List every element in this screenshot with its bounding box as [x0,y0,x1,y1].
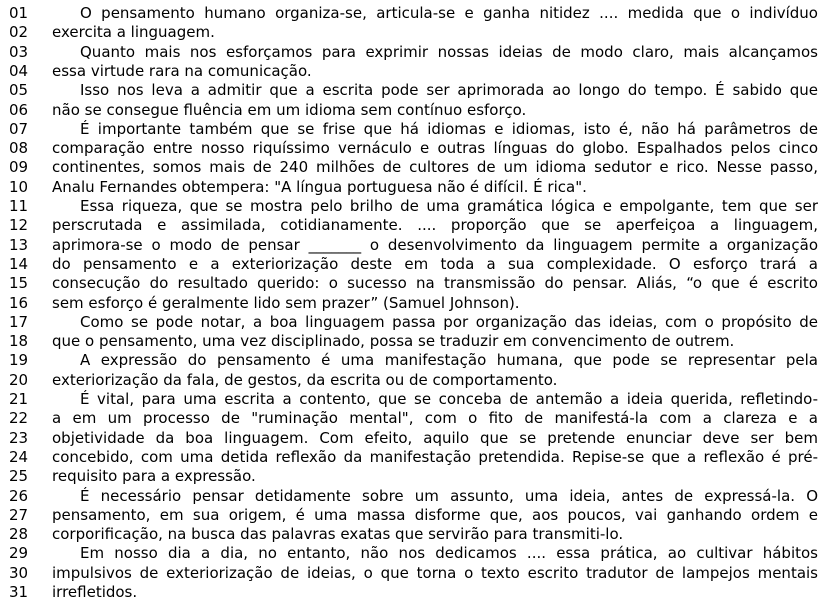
text-line [0,332,832,351]
line-number: 28 [9,525,29,544]
line-number: 13 [9,235,29,254]
line-number: 14 [9,254,29,273]
line-number: 08 [9,139,29,158]
line-number: 01 [9,4,29,22]
text-line [0,583,832,602]
line-number: 04 [9,61,29,80]
line-text: que o pensamento, uma vez disciplinado, possa se traduzir em convencimento de outrem. [52,332,735,351]
line-number: 02 [9,23,29,42]
line-number: 17 [9,312,29,331]
line-text: A expressão do pensamento é uma manifestação humana, que pode se representar pela [80,351,818,370]
line-number: 25 [9,467,29,486]
line-text: corporificação, na busca das palavras exatas que servirão para transmiti-lo. [52,525,624,544]
line-text: Analu Fernandes obtempera: "A língua portuguesa não é difícil. É rica". [52,177,587,196]
line-text: requisito para a expressão. [52,467,256,486]
line-number: 19 [9,351,29,370]
line-number: 15 [9,274,29,293]
text-line [0,101,832,120]
text-line [0,274,832,293]
line-number: 09 [9,158,29,177]
line-text: exteriorização da fala, de gestos, da escrita ou de comportamento. [52,370,558,389]
line-text: essa virtude rara na comunicação. [52,61,312,80]
line-number: 06 [9,100,29,119]
line-text: impulsivos de exteriorização de ideias, o que torna o texto escrito tradutor de lampejos mentais [52,563,818,582]
line-number: 24 [9,447,29,466]
text-line [0,139,832,158]
line-text: Como se pode notar, a boa linguagem passa por organização das ideias, com o propósito de [80,312,818,331]
line-text: Quanto mais nos esforçamos para exprimir nossas ideias de modo claro, mais alcançamos [80,42,818,61]
line-number: 20 [9,370,29,389]
line-text: consecução do resultado querido: o sucesso na transmissão do pensar. Aliás, “o que é escrito [52,274,818,293]
line-text: a em um processo de "ruminação mental", com o fito de manifestá-la com a clareza e a [52,409,818,428]
text-line [0,4,832,23]
text-line [0,371,832,390]
line-number: 18 [9,332,29,351]
text-line [0,313,832,332]
line-text: do pensamento e a exteriorização deste em toda a sua complexidade. O esforço trará a [52,254,818,273]
line-number: 22 [9,409,29,428]
line-number: 07 [9,119,29,138]
line-number: 27 [9,505,29,524]
line-number: 10 [9,177,29,196]
line-number: 11 [9,197,29,215]
text-line [0,158,832,177]
line-text: O pensamento humano organiza-se, articula-se e ganha nitidez .... medida que o indivíduo [80,4,818,22]
text-line [0,81,832,100]
text-line [0,564,832,583]
line-text: É vital, para uma escrita a contento, que se conceba de antemão a ideia querida, refletindo- [80,390,818,408]
text-line [0,23,832,42]
text-line [0,43,832,62]
line-text: não se consegue fluência em um idioma sem contínuo esforço. [52,100,527,119]
line-text: É importante também que se frise que há idiomas e idiomas, isto é, não há parâmetros de [80,119,818,138]
line-text: exercita a linguagem. [52,23,215,42]
text-line [0,62,832,81]
text-line [0,294,832,313]
text-line [0,525,832,544]
line-text: Isso nos leva a admitir que a escrita pode ser aprimorada ao longo do tempo. É sabido que [80,81,818,100]
text-line [0,429,832,448]
text-line [0,544,832,563]
line-number: 05 [9,81,29,100]
line-number: 29 [9,544,29,563]
line-number: 23 [9,428,29,447]
line-text: continentes, somos mais de 240 milhões de cultores de um idioma sedutor e rico. Nesse passo, [52,158,818,177]
text-line [0,197,832,216]
line-text: Em nosso dia a dia, no entanto, não nos dedicamos .... essa prática, ao cultivar hábitos [80,544,818,563]
text-line [0,448,832,467]
text-line [0,487,832,506]
line-text: objetividade da boa linguagem. Com efeito, aquilo que se pretende enunciar deve ser bem [52,428,818,447]
text-line [0,506,832,525]
text-line [0,120,832,139]
line-text: aprimora-se o modo de pensar _______ o desenvolvimento da linguagem permite a organização [52,235,818,254]
line-number: 12 [9,216,29,235]
line-number: 30 [9,563,29,582]
line-text: sem esforço é geralmente lido sem prazer” (Samuel Johnson). [52,293,520,312]
line-text: É necessário pensar detidamente sobre um assunto, uma ideia, antes de expressá-la. O [80,486,818,505]
line-number: 03 [9,42,29,61]
line-text: concebido, com uma detida reflexão da manifestação pretendida. Repise-se que a reflexão é pré- [52,447,818,466]
text-line [0,467,832,486]
text-line [0,351,832,370]
line-text: pensamento, em sua origem, é uma massa disforme que, aos poucos, vai ganhando ordem e [52,505,818,524]
line-number: 26 [9,486,29,505]
line-number: 21 [9,390,29,408]
line-number: 16 [9,293,29,312]
text-line [0,409,832,428]
line-text: Essa riqueza, que se mostra pelo brilho de uma gramática lógica e empolgante, tem que ser [80,197,818,215]
line-text: irrefletidos. [52,583,138,601]
text-line [0,216,832,235]
text-line [0,178,832,197]
line-number: 31 [9,583,29,601]
text-line [0,255,832,274]
line-text: perscrutada e assimilada, cotidianamente. .... proporção que se aperfeiçoa a linguagem, [52,216,818,235]
text-line [0,236,832,255]
line-text: comparação entre nosso riquíssimo vernáculo e outras línguas do globo. Espalhados pelos cinco [52,139,818,158]
text-line [0,390,832,409]
